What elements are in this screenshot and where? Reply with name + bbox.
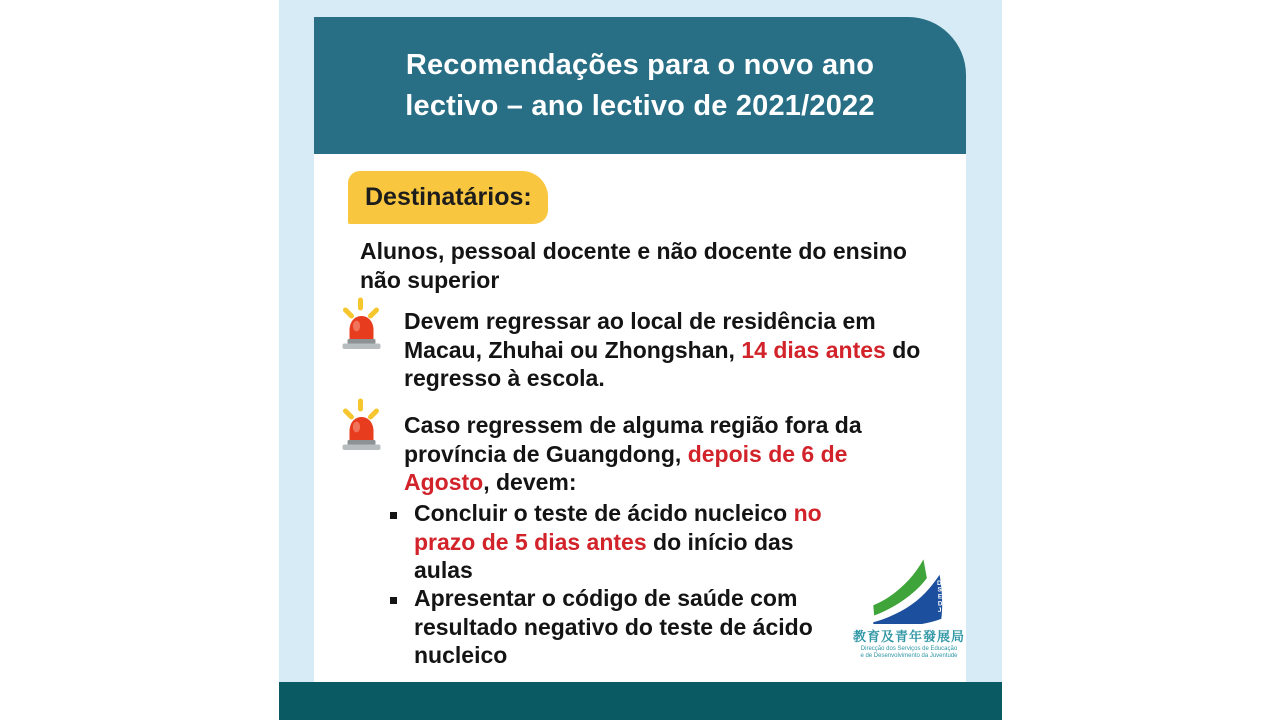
siren-icon	[339, 297, 384, 349]
dsedj-acronym: D S E D J	[937, 579, 943, 615]
dsedj-chinese-name: 教育及青年發展局	[852, 629, 965, 644]
bullet-square-icon	[390, 512, 397, 519]
dsedj-portuguese-name: Direcção dos Serviços de Educação e de Desenvolvimento da Juventude	[860, 646, 958, 659]
sub-bullet-text: Concluir o teste de ácido nucleico no prazo de 5 dias antes do início das aulas	[414, 500, 822, 583]
recipients-label	[348, 171, 548, 224]
alert-text: Caso regressem de alguma região fora da província de Guangdong, depois de 6 de Agosto, devem:	[404, 412, 862, 495]
poster-title: Recomendações para o novo ano lectivo – ano lectivo de 2021/2022	[405, 48, 875, 122]
poster-header	[314, 17, 966, 154]
alert-text: Devem regressar ao local de residência em Macau, Zhuhai ou Zhongshan, 14 dias antes do regresso à escola.	[404, 308, 921, 391]
recipients-description: Alunos, pessoal docente e não docente do ensino não superior	[360, 238, 907, 293]
poster-footer-bar	[279, 682, 1002, 720]
recipients-label-text: Destinatários:	[365, 183, 532, 211]
siren-icon	[339, 398, 384, 450]
dsedj-logo-mark	[864, 556, 954, 624]
bullet-square-icon	[390, 597, 397, 604]
sub-bullet-text: Apresentar o código de saúde com resultado negativo do teste de ácido nucleico	[414, 585, 813, 668]
dsedj-logo	[851, 556, 967, 660]
